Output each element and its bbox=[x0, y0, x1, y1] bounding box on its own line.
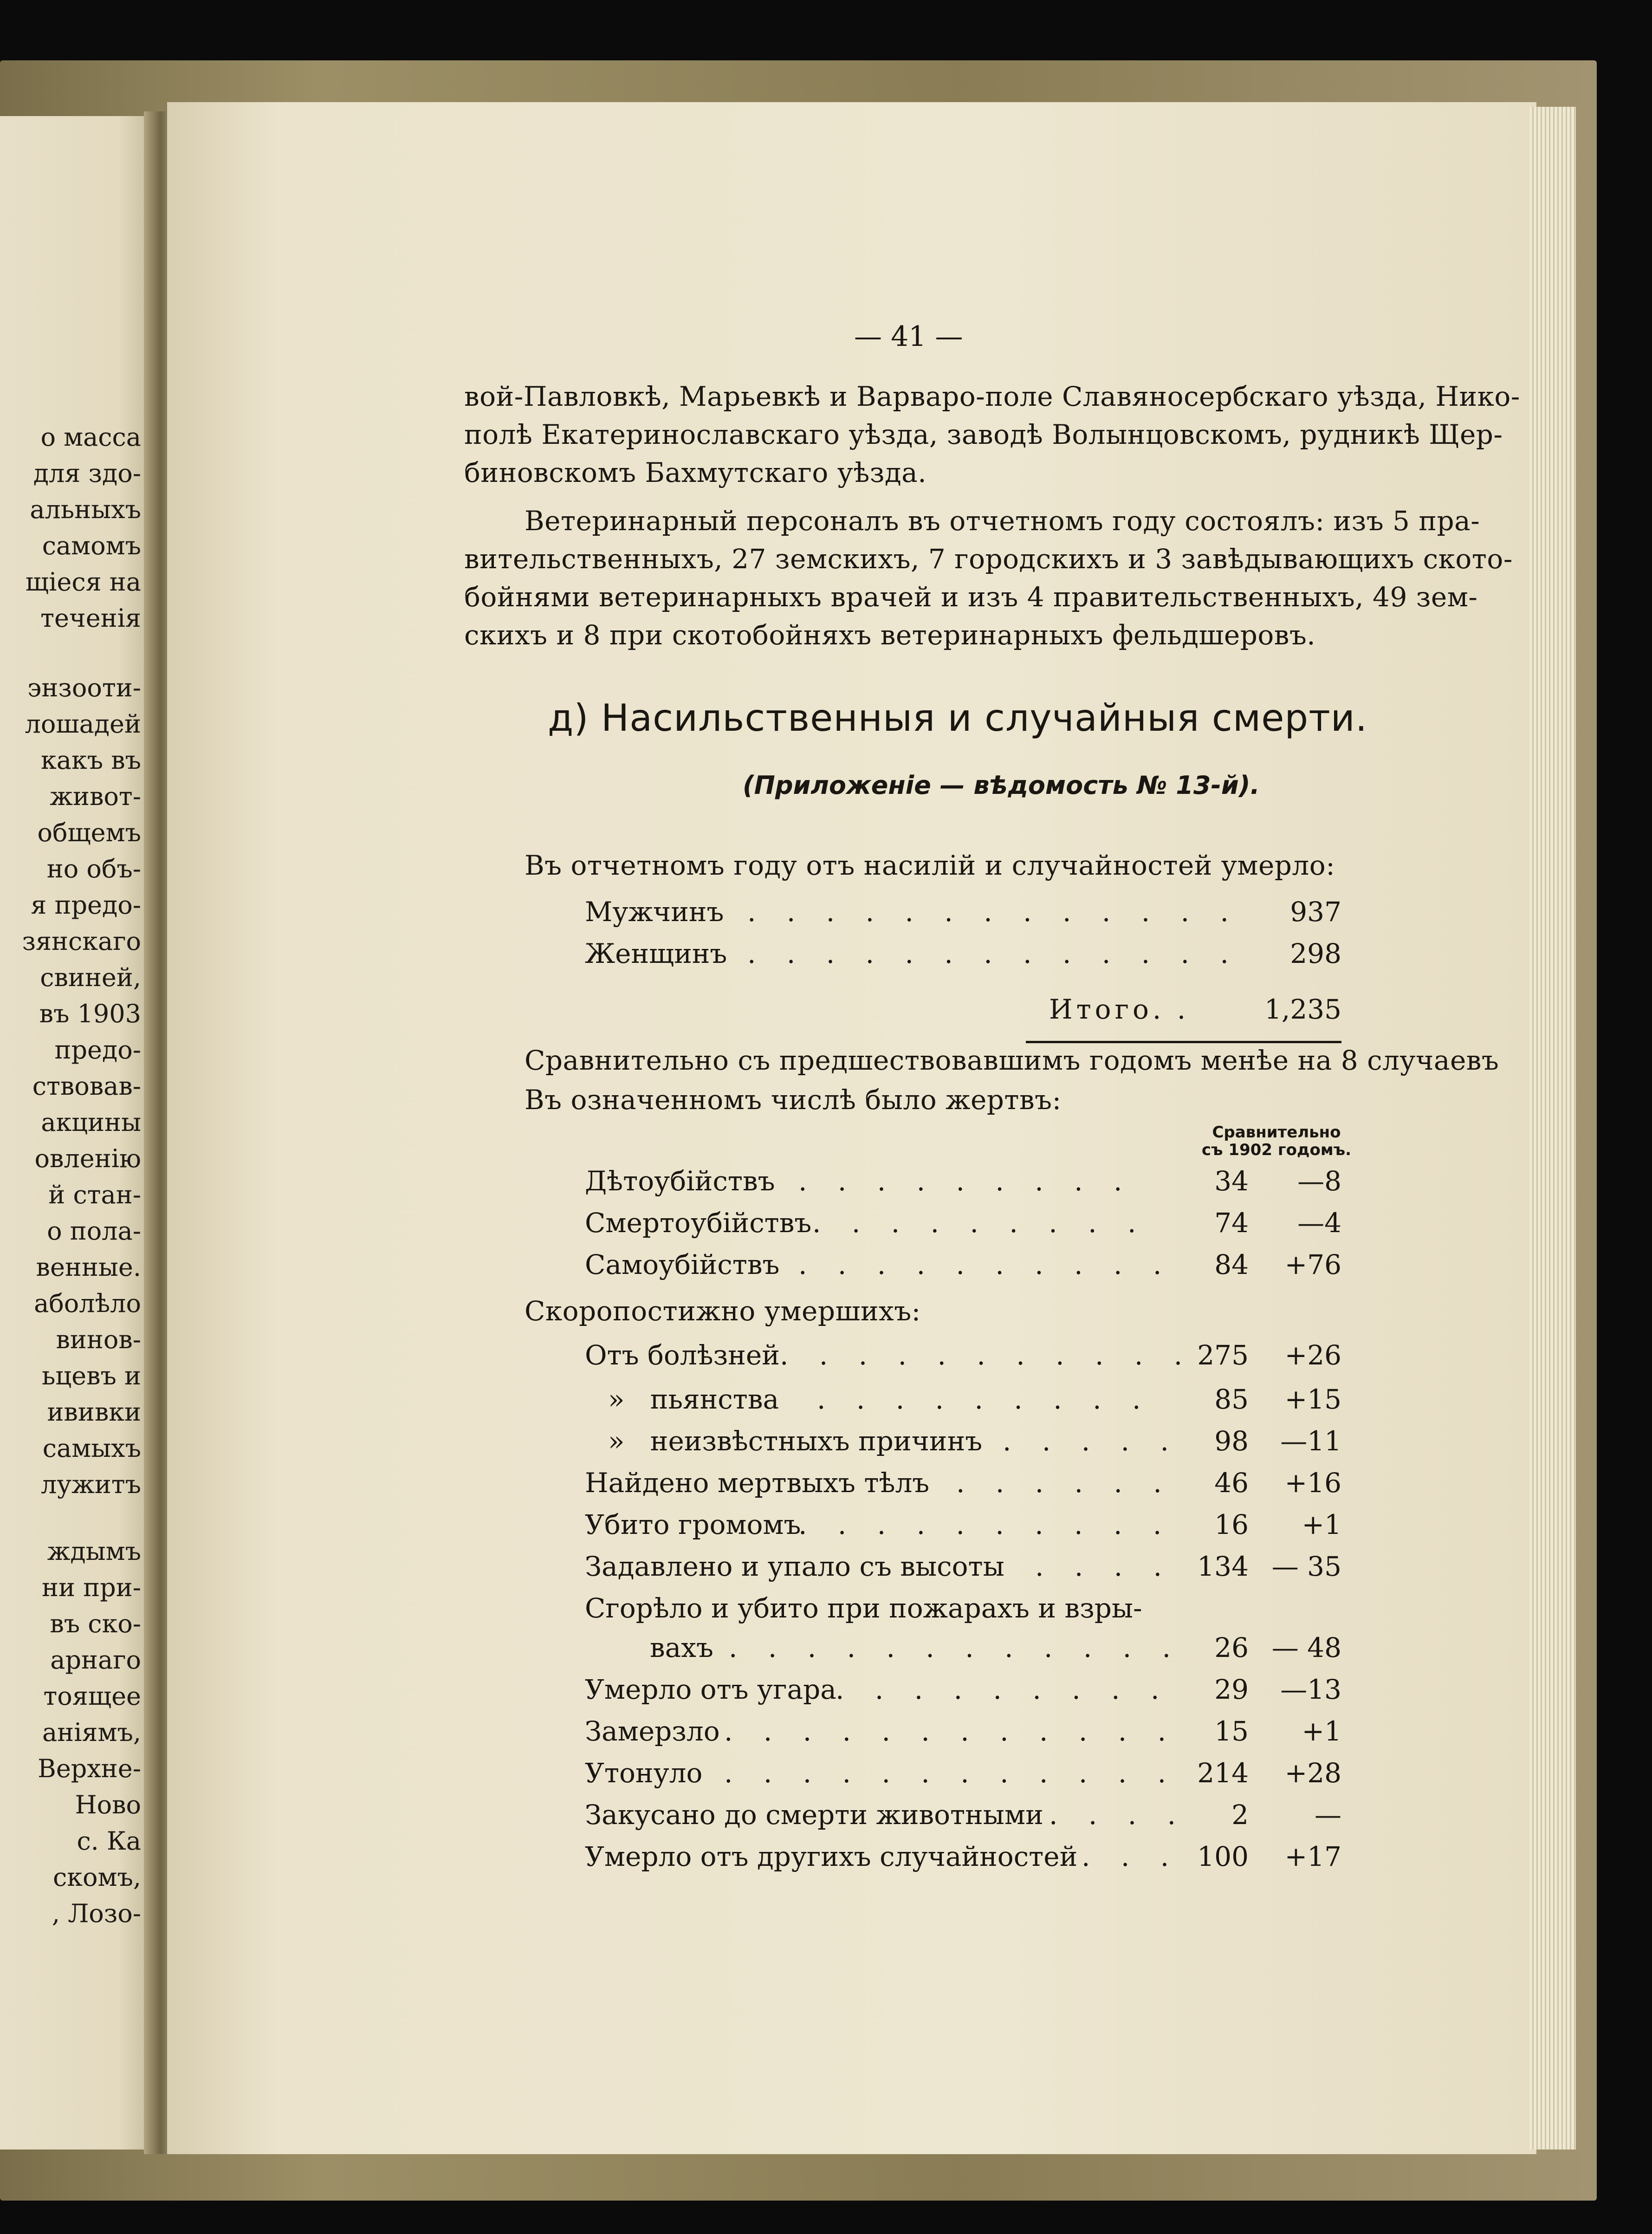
tail-row-value: 2 bbox=[1231, 1799, 1249, 1831]
sudden-row-label: » пьянства bbox=[608, 1383, 779, 1415]
leader-dots: . . . . . . . . . bbox=[836, 1674, 1171, 1705]
died-intro: Въ отчетномъ году отъ насилiй и случайностей умерло: bbox=[525, 850, 1335, 881]
sudden-row-label: » неизвѣстныхъ причинъ bbox=[608, 1425, 983, 1457]
tail-row-comparison: +28 bbox=[1284, 1757, 1341, 1789]
sex-row-value: 937 bbox=[1290, 896, 1341, 928]
fire-row-label-line1: Сгорѣло и убито при пожарахъ и взры- bbox=[585, 1592, 1142, 1624]
left-fragment: Ново bbox=[75, 1790, 141, 1819]
left-fragment: лошадей bbox=[25, 709, 141, 739]
comparison-header-line: Сравнительно bbox=[1212, 1123, 1341, 1142]
victim-row-comparison: —8 bbox=[1297, 1165, 1341, 1197]
tail-row-label: Умерло отъ угара bbox=[585, 1674, 836, 1705]
left-fragment: щiеся на bbox=[25, 567, 141, 597]
vet-staff-line: скихъ и 8 при скотобойняхъ ветеринарныхъ фельдшеровъ. bbox=[464, 619, 1316, 651]
leader-dots: . . . . . . . . . . . . . bbox=[747, 938, 1240, 969]
left-fragment: ждымъ bbox=[47, 1537, 141, 1566]
left-fragment: венные. bbox=[36, 1253, 141, 1282]
victim-row-comparison: —4 bbox=[1297, 1207, 1341, 1239]
vet-staff-line: Ветеринарный персоналъ въ отчетномъ году состоялъ: изъ 5 пра- bbox=[525, 505, 1480, 537]
sudden-row-value: 275 bbox=[1197, 1339, 1249, 1371]
left-fragment: лужитъ bbox=[41, 1470, 141, 1499]
left-fragment: самыхъ bbox=[42, 1434, 141, 1463]
intro-line: биновскомъ Бахмутскаго уѣзда. bbox=[464, 457, 927, 488]
fire-row-label-line2: вахъ bbox=[650, 1632, 713, 1663]
sex-row-label: Женщинъ bbox=[585, 938, 727, 969]
page-edges bbox=[1529, 107, 1576, 2150]
sudden-row-value: 16 bbox=[1214, 1509, 1249, 1540]
left-fragment: какъ въ bbox=[41, 746, 141, 775]
scanned-book-spread bbox=[0, 60, 1597, 2201]
tail-row-value: 214 bbox=[1197, 1757, 1249, 1789]
leader-dots: . . . . . bbox=[1003, 1425, 1180, 1457]
left-fragment: я предо- bbox=[31, 890, 141, 920]
sudden-row-value: 46 bbox=[1214, 1467, 1249, 1499]
left-fragment: тоящее bbox=[43, 1682, 141, 1711]
total-label: Итого. . bbox=[1049, 994, 1190, 1025]
leader-dots: . . . . . . . . . . . bbox=[780, 1339, 1194, 1371]
tail-row-label: Замерзло bbox=[585, 1715, 720, 1747]
left-fragment: общемъ bbox=[37, 818, 141, 847]
victim-row-label: Самоубiйствъ bbox=[585, 1249, 780, 1280]
section-title: д) Насильственныя и случайныя смерти. bbox=[548, 696, 1368, 740]
left-fragment: овленiю bbox=[34, 1144, 141, 1173]
sudden-row-label: Отъ болѣзней bbox=[585, 1339, 780, 1371]
victim-row-comparison: +76 bbox=[1284, 1249, 1341, 1280]
leader-dots: . . . . . . . . . . . . bbox=[729, 1632, 1182, 1663]
sudden-row-comparison: +26 bbox=[1284, 1339, 1341, 1371]
intro-line: вой-Павловкѣ, Марьевкѣ и Варваро-поле Славяносербскаго уѣзда, Нико- bbox=[464, 381, 1520, 412]
left-fragment: предо- bbox=[54, 1035, 141, 1065]
sudden-row-value: 134 bbox=[1197, 1551, 1249, 1582]
leader-dots: . . . . . . . . . bbox=[798, 1165, 1134, 1197]
victim-row-value: 74 bbox=[1214, 1207, 1249, 1239]
left-fragment: въ 1903 bbox=[39, 999, 141, 1028]
leader-dots: . . . . bbox=[1049, 1799, 1187, 1831]
victim-row-label: Смертоубiйствъ bbox=[585, 1207, 812, 1239]
leader-dots: . . . . . . . . . . . . bbox=[724, 1715, 1178, 1747]
vet-staff-line: бойнями ветеринарныхъ врачей и изъ 4 правительственныхъ, 49 зем- bbox=[464, 581, 1478, 613]
victim-row-value: 34 bbox=[1214, 1165, 1249, 1197]
left-fragment: о масса bbox=[40, 422, 141, 452]
left-fragment: анiямъ, bbox=[42, 1718, 141, 1747]
sudden-row-comparison: —11 bbox=[1280, 1425, 1341, 1457]
left-fragment: акцины bbox=[41, 1108, 141, 1137]
left-fragment: зянскаго bbox=[22, 927, 141, 956]
left-fragment: теченiя bbox=[40, 604, 141, 633]
leader-dots: . . . . . . . . . . bbox=[798, 1249, 1173, 1280]
tail-row-comparison: +17 bbox=[1284, 1841, 1341, 1872]
tail-row-value: 100 bbox=[1197, 1841, 1249, 1872]
left-fragment: альныхъ bbox=[30, 495, 141, 524]
comparison-column-header bbox=[1188, 1123, 1365, 1159]
tail-row-label: Утонуло bbox=[585, 1757, 703, 1789]
tail-row-comparison: +1 bbox=[1302, 1715, 1341, 1747]
sudden-row-comparison: — 35 bbox=[1271, 1551, 1341, 1582]
vet-staff-line: вительственныхъ, 27 земскихъ, 7 городскихъ и 3 завѣдывающихъ ското- bbox=[464, 543, 1513, 575]
leader-dots: . . . bbox=[1082, 1841, 1180, 1872]
leader-dots: . . . . . . . . . . . . . bbox=[747, 896, 1240, 928]
left-fragment: свиней, bbox=[40, 963, 141, 992]
sudden-row-label: Задавлено и упало съ высоты bbox=[585, 1551, 1004, 1582]
left-fragment: для здо- bbox=[33, 459, 141, 488]
sex-row-label: Мужчинъ bbox=[585, 896, 724, 928]
intro-line: полѣ Екатеринославскаго уѣзда, заводѣ Волынцовскомъ, рудникѣ Щер- bbox=[464, 419, 1503, 450]
tail-row-value: 29 bbox=[1214, 1674, 1249, 1705]
tail-row-value: 15 bbox=[1214, 1715, 1249, 1747]
left-fragment: арнаго bbox=[50, 1645, 141, 1675]
left-fragment: ствовав- bbox=[32, 1072, 141, 1101]
sudden-row-comparison: +16 bbox=[1284, 1467, 1341, 1499]
left-fragment: с. Ка bbox=[77, 1826, 141, 1856]
left-fragment: ьцевъ и bbox=[42, 1361, 141, 1390]
tail-row-comparison: — bbox=[1315, 1799, 1341, 1831]
left-fragment: ививки bbox=[47, 1397, 141, 1427]
section-subtitle: (Приложенiе — вѣдомость № 13-й). bbox=[743, 771, 1260, 800]
sudden-row-label: Убито громомъ bbox=[585, 1509, 801, 1540]
sudden-row-comparison: +1 bbox=[1302, 1509, 1341, 1540]
page-number: — 41 — bbox=[854, 320, 963, 353]
left-fragment: й стан- bbox=[48, 1180, 141, 1209]
left-fragment: ни при- bbox=[42, 1573, 141, 1602]
left-fragment: живот- bbox=[50, 782, 141, 811]
leader-dots: . . . . . . . . . . bbox=[798, 1509, 1173, 1540]
fire-row-comparison: — 48 bbox=[1271, 1632, 1341, 1663]
total-value: 1,235 bbox=[1264, 994, 1341, 1025]
sex-row-value: 298 bbox=[1290, 938, 1341, 969]
tail-row-comparison: —13 bbox=[1280, 1674, 1341, 1705]
sudden-row-label: Найдено мертвыхъ тѣлъ bbox=[585, 1467, 930, 1499]
left-fragment: , Лозо- bbox=[52, 1899, 141, 1928]
comparison-header-line: съ 1902 годомъ. bbox=[1201, 1141, 1352, 1159]
left-fragment: но объ- bbox=[46, 854, 141, 883]
left-fragment: Верхне- bbox=[38, 1754, 141, 1783]
victim-row-label: Дѣтоубiйствъ bbox=[585, 1165, 775, 1197]
tail-row-label: Закусано до смерти животными bbox=[585, 1799, 1043, 1831]
left-fragment: аболѣло bbox=[34, 1289, 141, 1318]
leader-dots: . . . . . . . . . . . . bbox=[724, 1757, 1178, 1789]
left-fragment: винов- bbox=[56, 1325, 141, 1354]
leader-dots: . . . . bbox=[1035, 1551, 1173, 1582]
left-page bbox=[0, 116, 158, 2150]
sudden-intro: Скоропостижно умершихъ: bbox=[525, 1295, 921, 1327]
compare-sentence: Сравнительно съ предшествовавшимъ годомъ менѣе на 8 случаевъ bbox=[525, 1045, 1499, 1076]
total-rule bbox=[1026, 1041, 1341, 1043]
sudden-row-comparison: +15 bbox=[1284, 1383, 1341, 1415]
leader-dots: . . . . . . . . . bbox=[817, 1383, 1152, 1415]
victim-row-value: 84 bbox=[1214, 1249, 1249, 1280]
left-fragment: въ ско- bbox=[50, 1609, 141, 1638]
leader-dots: . . . . . . . . . bbox=[812, 1207, 1147, 1239]
sudden-row-value: 85 bbox=[1214, 1383, 1249, 1415]
victims-intro: Въ означенномъ числѣ было жертвъ: bbox=[525, 1084, 1062, 1116]
left-fragment: энзооти- bbox=[27, 673, 141, 702]
sudden-row-value: 98 bbox=[1214, 1425, 1249, 1457]
left-fragment: скомъ, bbox=[52, 1863, 141, 1892]
leader-dots: . . . . . . bbox=[956, 1467, 1173, 1499]
tail-row-label: Умерло отъ другихъ случайностей bbox=[585, 1841, 1078, 1872]
left-fragment: самомъ bbox=[42, 531, 141, 560]
fire-row-value: 26 bbox=[1214, 1632, 1249, 1663]
left-fragment: о пола- bbox=[47, 1216, 141, 1246]
